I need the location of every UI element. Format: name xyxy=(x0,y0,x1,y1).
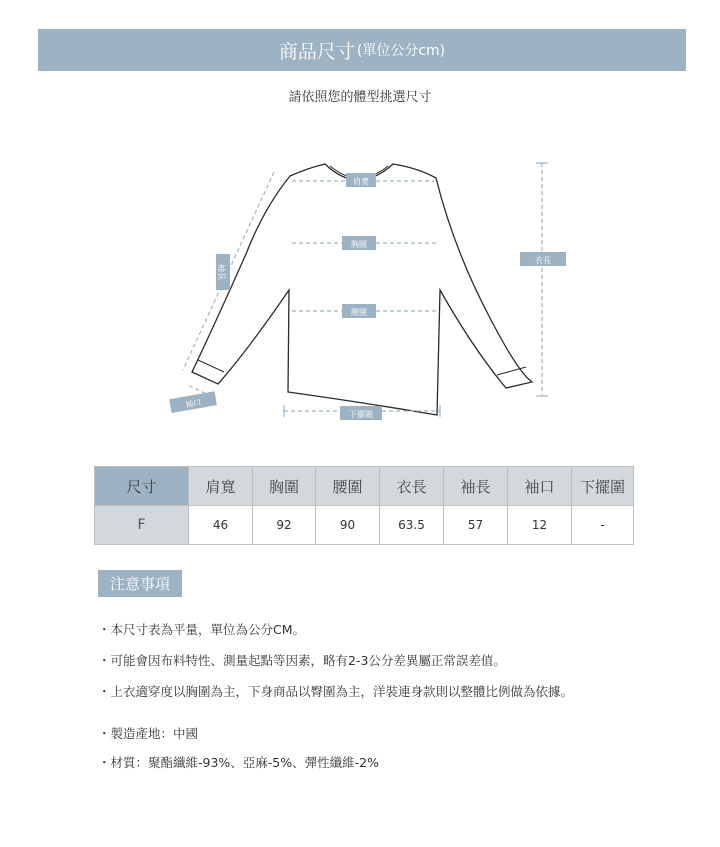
notes-title: 注意事項 xyxy=(98,570,182,597)
note-item: ・上衣適穿度以胸圍為主，下身商品以臀圍為主，洋裝連身款則以整體比例做為依據。 xyxy=(98,684,574,699)
table-cell: 57 xyxy=(444,506,508,545)
chest-label: 胸圍 xyxy=(351,240,367,249)
note-item: ・材質：聚酯纖維-93%、亞麻-5%、彈性纖維-2% xyxy=(98,755,379,770)
length-label: 衣長 xyxy=(535,256,551,265)
table-header-cell: 下擺圍 xyxy=(572,467,634,506)
sleeve-label: 袖長 xyxy=(217,264,226,280)
table-header-cell: 尺寸 xyxy=(95,467,189,506)
garment-diagram xyxy=(160,150,580,430)
table-header-cell: 袖口 xyxy=(508,467,572,506)
note-item: ・可能會因布料特性、測量起點等因素，略有2-3公分差異屬正常誤差值。 xyxy=(98,653,506,668)
subtitle: 請依照您的體型挑選尺寸 xyxy=(288,90,432,105)
table-header-cell: 肩寬 xyxy=(189,467,253,506)
shoulder-label: 肩寬 xyxy=(353,177,369,186)
table-cell: 90 xyxy=(316,506,380,545)
table-cell: 12 xyxy=(508,506,572,545)
shirt-outline xyxy=(192,164,532,415)
table-cell: 46 xyxy=(189,506,253,545)
table-header-cell: 衣長 xyxy=(380,467,444,506)
note-item: ・製造產地：中國 xyxy=(98,726,199,741)
table-cell: - xyxy=(572,506,634,545)
table-cell: 63.5 xyxy=(380,506,444,545)
note-item: ・本尺寸表為平量，單位為公分CM。 xyxy=(98,622,306,637)
table-cell: 92 xyxy=(253,506,316,545)
table-header-cell: 胸圍 xyxy=(253,467,316,506)
left-cuff-seam xyxy=(198,360,224,372)
header-unit: (單位公分cm) xyxy=(356,43,446,59)
table-header-row xyxy=(95,467,634,506)
table-header-cell: 袖長 xyxy=(444,467,508,506)
header-title: 商品尺寸 xyxy=(278,40,355,63)
hem-label: 下擺圍 xyxy=(349,410,373,419)
header-bar xyxy=(38,29,686,71)
table-header-cell: 腰圍 xyxy=(316,467,380,506)
waist-label: 腰圍 xyxy=(351,308,367,317)
table-row xyxy=(95,506,634,545)
size-table xyxy=(94,466,634,545)
cuff-label: 袖口 xyxy=(184,397,202,410)
table-cell: F xyxy=(95,506,189,545)
